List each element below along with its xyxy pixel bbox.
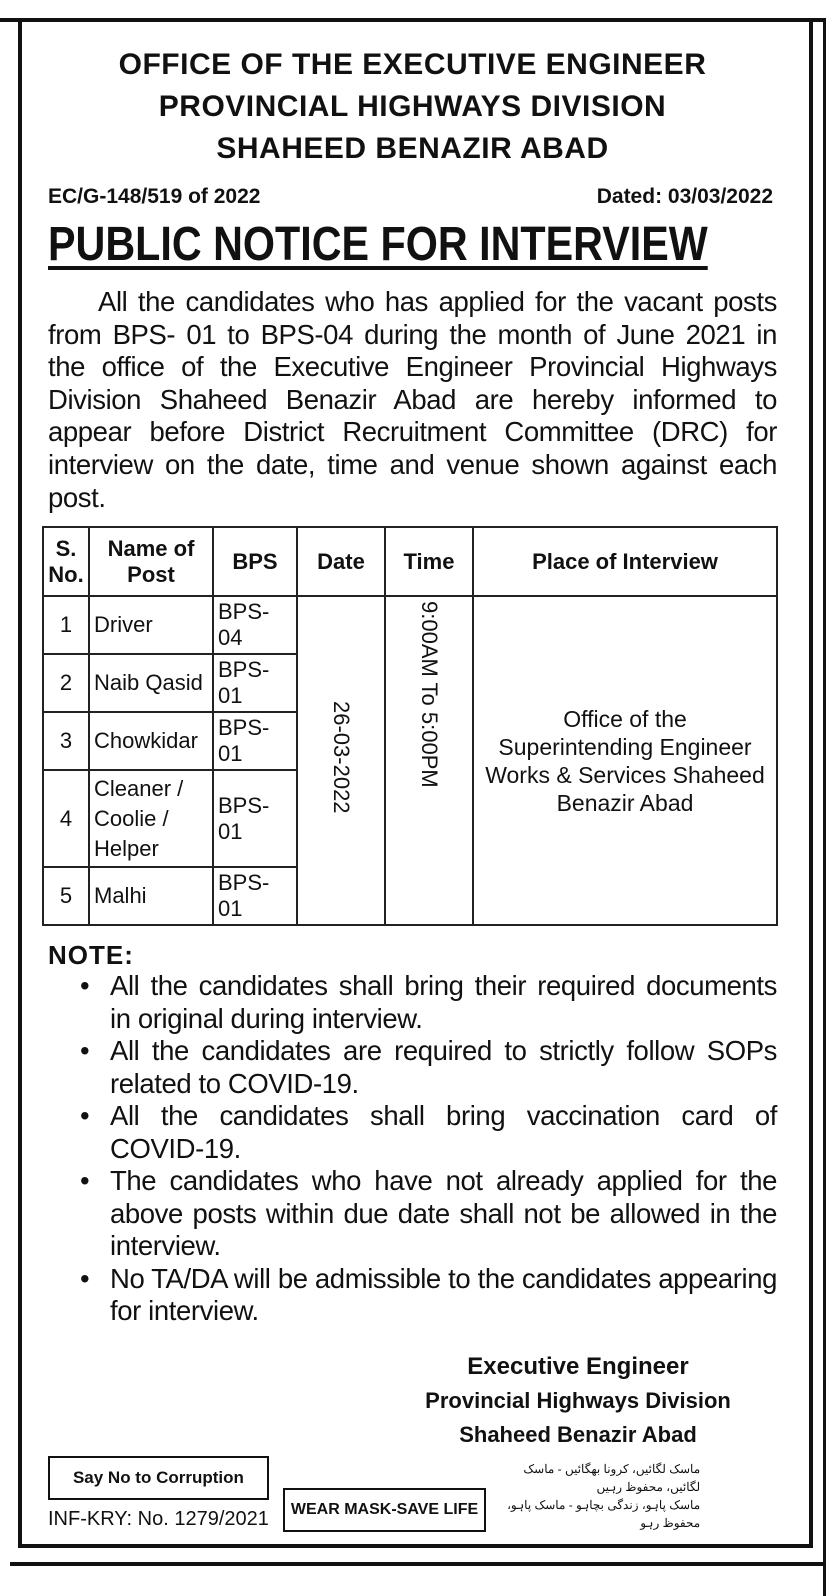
location-heading: SHAHEED BENAZIR ABAD: [216, 132, 609, 165]
notice-title: PUBLIC NOTICE FOR INTERVIEW: [48, 218, 708, 271]
table-header-row: [43, 527, 777, 596]
col-sno: S. No.: [43, 527, 89, 596]
signature-block: [358, 1350, 798, 1452]
notice-body: All the candidates who has applied for the vacant posts from BPS- 01 to BPS-04 during the month of June 2021 in the office of the Executive Engineer Provincial Highways Division Shaheed Benazir Abad are hereby informed to appear before District Recruitment Committee (DRC) for interview on the date, time and venue shown against each post.: [48, 286, 777, 513]
table-row: [43, 596, 777, 654]
note-heading: NOTE:: [48, 940, 134, 971]
mask-slogan: WEAR MASK-SAVE LIFE: [283, 1488, 486, 1532]
notice-frame: [18, 18, 813, 1548]
title-wrapper: [48, 218, 777, 280]
notice-date: Dated: 03/03/2022: [596, 185, 773, 208]
cell-post: Chowkidar: [89, 712, 213, 770]
cell-sno: 5: [43, 867, 89, 925]
cell-bps: BPS-01: [213, 712, 297, 770]
cell-post: Naib Qasid: [89, 654, 213, 712]
urdu-line: ماسک لگائیں، کرونا بھگائیں - ماسک لگائیں، محفوظ رہیں: [523, 1461, 701, 1494]
cell-sno: 2: [43, 654, 89, 712]
signatory-location: Shaheed Benazir Abad: [459, 1421, 697, 1447]
col-date: Date: [297, 527, 385, 596]
urdu-line: ماسک پاہو، زندگی بچاہو - ماسک پاہو، محفوظ رہو: [507, 1497, 701, 1530]
signatory-title: Executive Engineer: [467, 1352, 689, 1380]
note-item: • All the candidates shall bring vaccination card of COVID-19.: [80, 1100, 777, 1165]
cell-date: [297, 596, 385, 925]
reference-number: EC/G-148/519 of 2022: [48, 185, 261, 208]
note-item: • All the candidates shall bring their required documents in original during interview.: [80, 970, 777, 1035]
cell-bps: BPS-01: [213, 654, 297, 712]
interview-time: 9:00AM To 5:00PM: [417, 601, 442, 788]
border-line: [823, 18, 826, 1596]
col-bps: BPS: [213, 527, 297, 596]
inf-number: INF-KRY: No. 1279/2021: [48, 1507, 269, 1530]
note-item: • No TA/DA will be admissible to the candidates appearing for interview.: [80, 1263, 777, 1328]
reference-row: [48, 184, 777, 210]
cell-post: Malhi: [89, 867, 213, 925]
cell-place: Office of the Superintending Engineer Works & Services Shaheed Benazir Abad: [473, 596, 777, 925]
cell-sno: 1: [43, 596, 89, 654]
col-place: Place of Interview: [473, 527, 777, 596]
footer: [48, 1456, 777, 1532]
signatory-division: Provincial Highways Division: [425, 1387, 731, 1413]
cell-bps: BPS-01: [213, 770, 297, 867]
cell-post: Driver: [89, 596, 213, 654]
note-item: • All the candidates are required to strictly follow SOPs related to COVID-19.: [80, 1035, 777, 1100]
cell-sno: 3: [43, 712, 89, 770]
interview-table: [42, 526, 778, 926]
note-item: • The candidates who have not already applied for the above posts within due date shall not be allowed in the interview.: [80, 1165, 777, 1263]
border-line: [10, 1562, 824, 1566]
col-time: Time: [385, 527, 473, 596]
office-heading: OFFICE OF THE EXECUTIVE ENGINEER: [118, 48, 707, 81]
division-heading: PROVINCIAL HIGHWAYS DIVISION: [158, 90, 667, 123]
cell-sno: 4: [43, 770, 89, 867]
interview-date: 26-03-2022: [329, 701, 354, 814]
note-list: [80, 970, 777, 1328]
footer-left: [48, 1456, 269, 1532]
cell-time: [385, 596, 473, 925]
cell-bps: BPS-01: [213, 867, 297, 925]
col-post: Name of Post: [89, 527, 213, 596]
urdu-slogan: [500, 1460, 700, 1532]
corruption-slogan: Say No to Corruption: [48, 1456, 269, 1500]
cell-post: Cleaner / Coolie / Helper: [89, 770, 213, 867]
cell-bps: BPS-04: [213, 596, 297, 654]
